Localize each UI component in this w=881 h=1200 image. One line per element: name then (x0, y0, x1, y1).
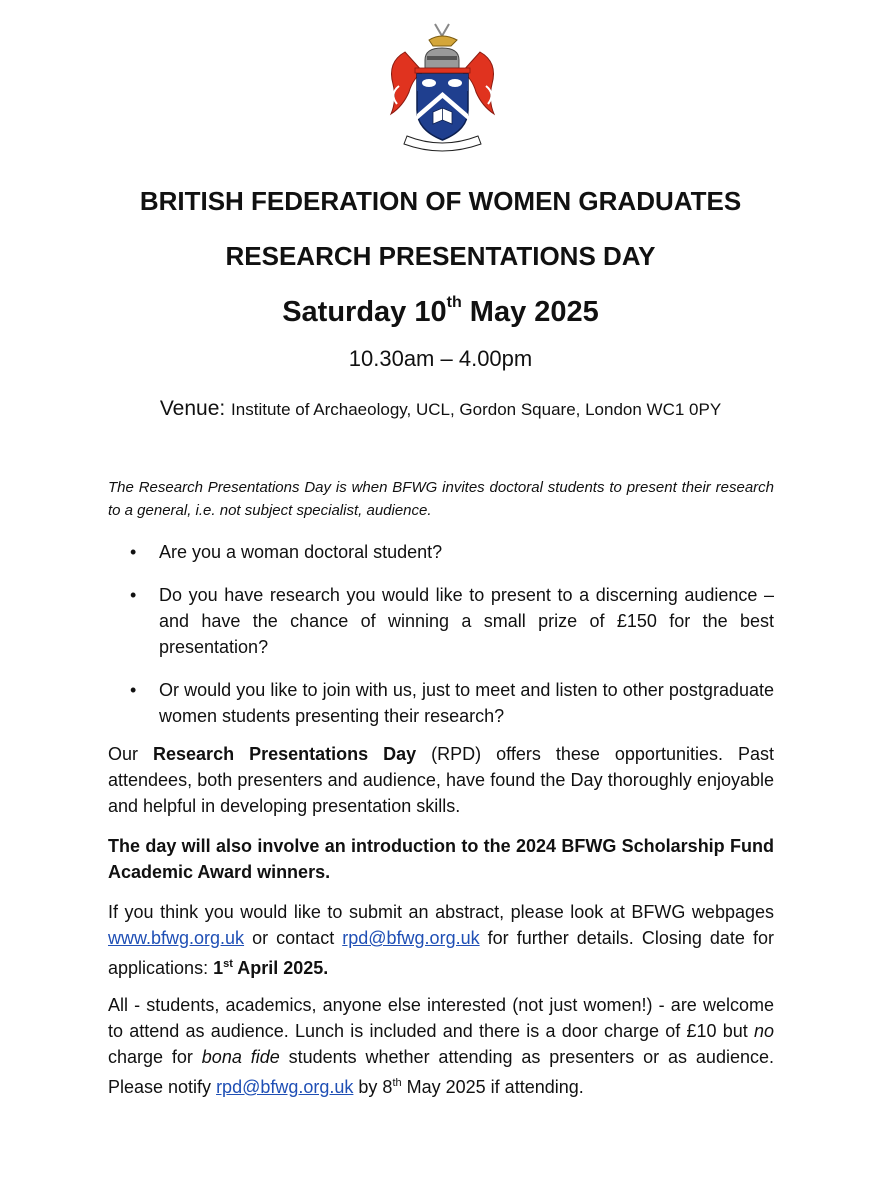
date-month-year: May 2025 (461, 296, 599, 328)
submission-paragraph: If you think you would like to submit an abstract, please look at BFWG webpages www.bfwg.org.uk or contact rpd@bfwg.org.uk for further details. Closing date for applications: 1st April 2025. (108, 902, 774, 978)
list-item: • Do you have research you would like to present to a discerning audience – and have the chance of winning a small prize of £150 for the best presentation? (108, 582, 774, 660)
venue-label: Venue: (159, 397, 232, 420)
rpd-name: Research Presentations Day (153, 744, 417, 764)
event-time: 10.30am – 4.00pm (348, 346, 533, 371)
event-date (0, 296, 881, 329)
bullet-icon: • (130, 542, 137, 562)
bfwg-crest-logo (385, 22, 500, 154)
venue-address: Institute of Archaeology, UCL, Gordon Square, London WC1 0PY (231, 400, 722, 419)
event-venue (0, 397, 881, 421)
closing-date: 1st April 2025. (213, 958, 329, 978)
list-item: • Or would you like to join with us, just to meet and listen to other postgraduate women students presenting their research? (108, 677, 774, 729)
date-ordinal: th (446, 294, 462, 312)
email-link[interactable]: rpd@bfwg.org.uk (342, 928, 480, 948)
organization-title: BRITISH FEDERATION OF WOMEN GRADUATES (139, 186, 742, 216)
bullet-icon: • (130, 680, 137, 700)
bullet-icon: • (130, 585, 137, 605)
opportunities-paragraph: Our Research Presentations Day (RPD) offers these opportunities. Past attendees, both presenters and audience, have found the Day thoroughly enjoyable and helpful in developing presentation skills. (108, 744, 774, 816)
website-link[interactable]: www.bfwg.org.uk (108, 928, 245, 948)
notify-email-link[interactable]: rpd@bfwg.org.uk (216, 1077, 354, 1097)
award-paragraph: The day will also involve an introduction to the 2024 BFWG Scholarship Fund Academic Award winners. (108, 836, 774, 882)
attendance-paragraph: All - students, academics, anyone else interested (not just women!) - are welcome to attend as audience. Lunch is included and there is a door charge of £10 but no charge for bona fide students whether attending as presenters or as audience. Please notify rpd@bfwg.org.uk by 8th May 2025 if attending. (108, 995, 774, 1097)
event-title: RESEARCH PRESENTATIONS DAY (225, 241, 656, 271)
list-item: • Are you a woman doctoral student? (108, 539, 774, 565)
intro-text: The Research Presentations Day is when BFWG invites doctoral students to present their research to a general, i.e. not subject specialist, audience. (108, 479, 774, 519)
date-text: Saturday 10 (282, 296, 447, 328)
question-list (108, 539, 774, 746)
